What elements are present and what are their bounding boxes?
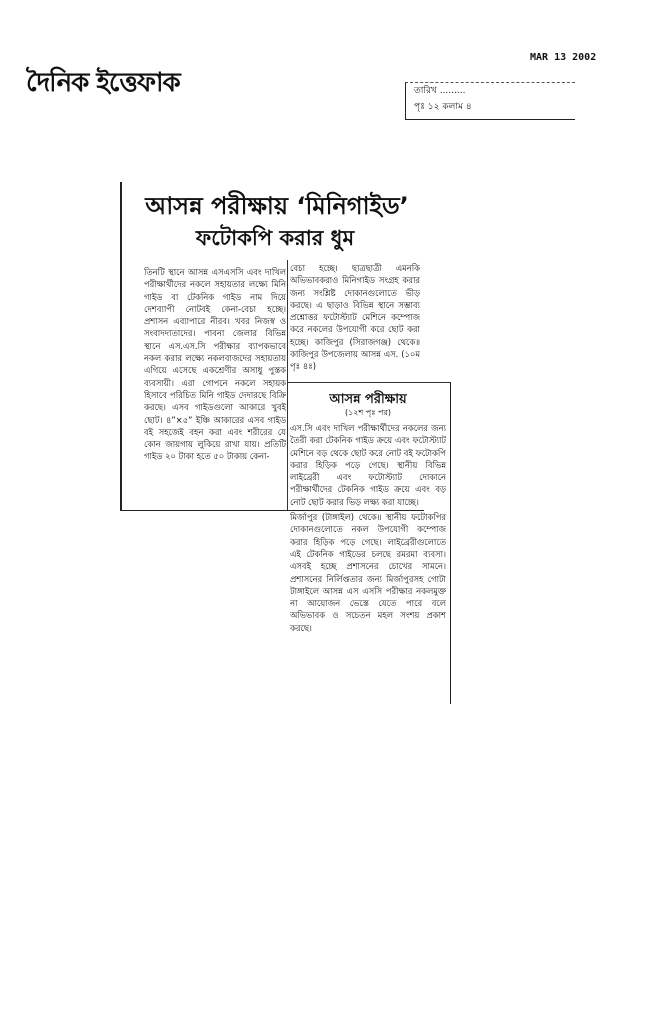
date-row	[414, 83, 575, 99]
article-column-b: বেচা হচ্ছে। ছাত্রছাত্রী এমনকি অভিভাবকরাও মিনিগাইড সংগ্রহ করার জন্য সংশ্লিষ্ট দোকানগুলোতে ভীড় করছে। এ ছাড়াও বিভিন্ন স্থানে সম্ভাব্য প্রশ্নোত্তর ফটোস্ট্যাট মেশিনে কম্পোজ করে নকলের উপযোগী করে ছোট করা হচ্ছে। কাজিপুর (সিরাজগঞ্জ) থেকে॥ কাজিপুর উপজেলায় আসন্ন এস. (১০ম পৃঃ ৪ঃ)	[290, 263, 420, 372]
article-column-a: তিনটি স্থানে আসন্ন এসএসসি এবং দাখিল পরীক্ষার্থীদের নকলে সহায়তার লক্ষ্যে মিনি গাইড বা টেকনিক গাইড নাম দিয়ে দেশব্যাপী নোটবই কেনা-বেচা হচ্ছে। প্রশাসন এব্যাপারে নীরব। খবর নিজস্ব ও সংবাদদাতাদের। পাবনা জেলার বিভিন্ন স্থানে এস.এস.সি পরীক্ষার ব্যাপকভাবে নকল করার লক্ষ্যে নকলবাজদের সহায়তায় এগিয়ে এসেছে একশ্রেণীর অসাধু পুস্তক ব্যবসায়ী। এরা গোপনে নকলে সহায়ক হিসাবে পরিচিত মিনি গাইড দেদারছে বিক্রি করছে। এসব গাইডগুলো আকারে খুবই ছোট। ৪”×৫” ইঞ্চি আকারের এসব গাইড বই সহজেই বহন করা এবং শরীরের যে কোন জায়গায় লুকিয়ে রাখা যায়। প্রতিটি গাইড ২০ টাকা হতে ৫০ টাকায় কেনা-	[144, 267, 286, 462]
page-column-row	[414, 99, 575, 115]
continued-from: (১২শ পৃঃ পর)	[345, 408, 391, 417]
headline-line2: ফটোকপি করার ধুম	[195, 226, 355, 250]
newspaper-name: দৈনিক ইত্তেফাক	[26, 68, 180, 98]
column-value: ৪	[465, 102, 472, 112]
clipping-info-box	[405, 82, 575, 120]
page-value: ১২	[427, 102, 440, 112]
received-date-stamp: MAR 13 2002	[530, 52, 597, 63]
column-c-paragraph-1: এস.সি এবং দাখিল পরীক্ষার্থীদের নকলের জন্য তৈরী করা টেকনিক গাইড ক্রয়ে এবং ফটোস্ট্যাট মেশিনে বড় থেকে ছোট করে নোট বই ফটোকপি করার হিড়িক পড়ে গেছে। স্থানীয় বিভিন্ন লাইব্রেরী এবং ফটোস্ট্যাট দোকানে পরীক্ষার্থীদের টেকনিক গাইড ক্রয়ে এবং বড় নোট ছোট করার ভিড় লক্ষ্য করা যাচ্ছে।	[290, 423, 446, 507]
column-label: কলাম	[442, 102, 463, 112]
headline-line1: আসন্ন পরীক্ষায় ‘মিনিগাইড’	[145, 192, 409, 220]
continued-heading: আসন্ন পরীক্ষায়	[329, 392, 407, 407]
date-value: .........	[439, 86, 466, 96]
article-column-c	[290, 422, 446, 704]
page-label: পৃঃ	[414, 102, 425, 112]
column-c-paragraph-2: মির্জাপুর (টাঙ্গাইল) থেকে॥ স্থানীয় ফটোকপির দোকানগুলোতে নকল উপযোগী কম্পোজ করার হিড়িক পড়ে গেছে। লাইব্রেরীগুলোতে এই টেকনিক গাইডের চলছে রমরমা ব্যবসা। এসবই হচ্ছে প্রশাসনের চোখের সামনে। প্রশাসনের নির্লিপ্ততার জন্য মির্জাপুরসহ গোটা টাঙ্গাইলে আসন্ন এস এসসি পরীক্ষার নকলমুক্ত না আয়োজন ভেস্তে যেতে পারে বলে অভিভাবক ও সচেতন মহল সংশয় প্রকাশ করছে।	[290, 512, 446, 633]
date-label: তারিখ	[414, 86, 437, 96]
